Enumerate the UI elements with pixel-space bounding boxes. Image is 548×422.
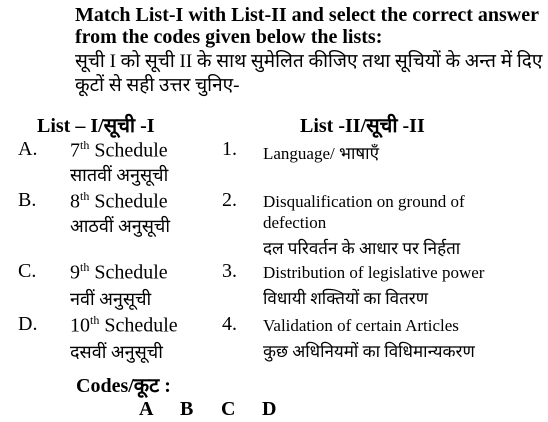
- item-text: Language/ भाषाएँ: [263, 144, 379, 163]
- code-letter-c: C: [221, 398, 236, 420]
- question-text-english: Match List-I with List-II and select the correct answer from the codes given below the lists:: [75, 4, 539, 48]
- schedule-name: 9th Schedule: [70, 260, 168, 284]
- question-text-hindi: सूची I को सूची II के साथ सुमेलित कीजिए तथा सूचियों के अन्त में दिए कूटों से सही उत्तर चुनिए-: [75, 51, 543, 96]
- item-number: 1.: [222, 138, 237, 160]
- schedule-name-hindi: दसवीं अनुसूची: [70, 342, 163, 362]
- item-text-hindi: दल परिवर्तन के आधार पर निर्हता: [263, 239, 461, 258]
- item-text: Disqualification on ground of defection: [263, 192, 465, 232]
- schedule-name: 10th Schedule: [70, 313, 178, 337]
- codes-label: Codes/कूट :: [76, 375, 171, 397]
- row-label: A.: [18, 138, 38, 160]
- item-number: 4.: [222, 313, 237, 335]
- item-text-hindi: कुछ अधिनियमों का विधिमान्यकरण: [263, 342, 475, 361]
- list2-header: List -II/सूची -II: [300, 115, 425, 137]
- code-letter-d: D: [262, 398, 277, 420]
- code-letter-b: B: [180, 398, 194, 420]
- item-text-hindi: विधायी शक्तियों का वितरण: [263, 289, 429, 308]
- row-label: B.: [18, 189, 37, 211]
- row-label: C.: [18, 260, 37, 282]
- item-number: 3.: [222, 260, 237, 282]
- schedule-name: 8th Schedule: [70, 189, 168, 213]
- row-label: D.: [18, 313, 38, 335]
- list1-header: List – I/सूची -I: [37, 115, 155, 137]
- item-text: Distribution of legislative power: [263, 263, 485, 282]
- item-number: 2.: [222, 189, 237, 211]
- code-letter-a: A: [139, 398, 154, 420]
- item-text: Validation of certain Articles: [263, 316, 459, 335]
- schedule-name-hindi: आठवीं अनुसूची: [70, 216, 171, 236]
- schedule-name-hindi: सातवीं अनुसूची: [70, 165, 169, 185]
- schedule-name-hindi: नवीं अनुसूची: [70, 289, 152, 309]
- schedule-name: 7th Schedule: [70, 138, 168, 162]
